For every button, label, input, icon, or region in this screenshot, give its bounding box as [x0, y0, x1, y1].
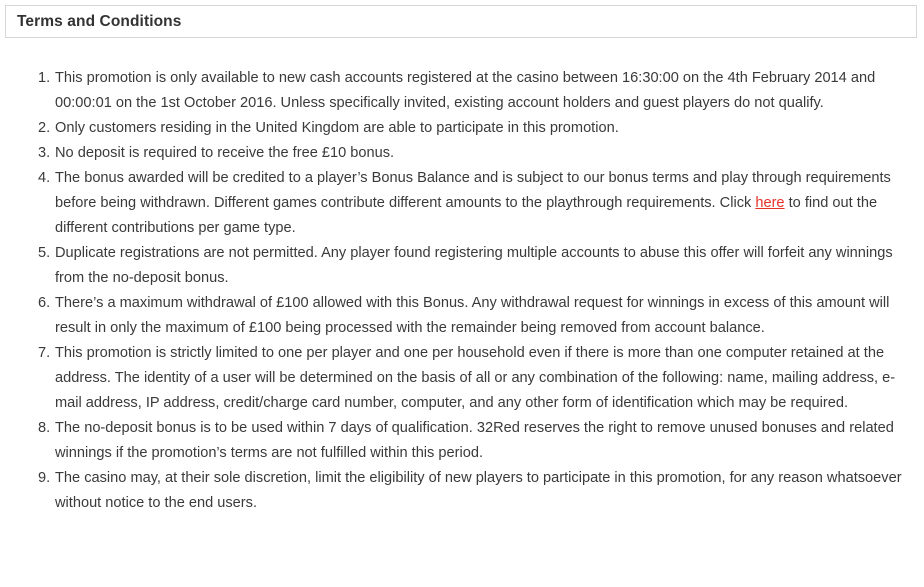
term-text: Duplicate registrations are not permitted. Any player found registering multiple accounts to abuse this offer will forfeit any winnings from the no-deposit bonus. [55, 245, 893, 286]
term-text: No deposit is required to receive the free £10 bonus. [55, 145, 395, 161]
term-item-8 [0, 416, 924, 466]
terms-list [0, 66, 924, 516]
term-text-before-link: The bonus awarded will be credited to a player’s Bonus Balance and is subject to our bonus terms and play through requirements before being withdrawn. Different games contribute different amounts to the playthrough requirements. Click [55, 170, 891, 211]
term-text: Only customers residing in the United Kingdom are able to participate in this promotion. [55, 120, 619, 136]
term-number: 5. [38, 245, 51, 261]
term-number: 8. [38, 420, 51, 436]
term-number: 4. [38, 170, 51, 186]
term-text: This promotion is strictly limited to one per player and one per household even if there is more than one computer retained at the address. The identity of a user will be determined on the basis of all or any combination of the following: name, mailing address, e-mail address, IP address, credit/charge card number, computer, and any other form of identification which may be required. [55, 345, 896, 411]
page-title: Terms and Conditions [17, 13, 182, 30]
term-item-3 [0, 141, 924, 166]
term-number: 3. [38, 145, 51, 161]
term-item-1 [0, 66, 924, 116]
term-number: 6. [38, 295, 51, 311]
contributions-link[interactable]: here [755, 195, 785, 211]
term-item-5 [0, 241, 924, 291]
term-text: This promotion is only available to new cash accounts registered at the casino between 16:30:00 on the 4th February 2014 and 00:00:01 on the 1st October 2016. Unless specifically invited, existing account holders and guest players do not qualify. [55, 70, 876, 111]
term-item-4 [0, 166, 924, 241]
term-item-6 [0, 291, 924, 341]
term-number: 9. [38, 470, 51, 486]
term-text: The no-deposit bonus is to be used within 7 days of qualification. 32Red reserves the right to remove unused bonuses and related winnings if the promotion’s terms are not fulfilled within this period. [55, 420, 894, 461]
term-item-9 [0, 466, 924, 516]
term-text-after-link: to find out the different contributions per game type. [55, 195, 878, 236]
term-number: 2. [38, 120, 51, 136]
term-item-7 [0, 341, 924, 416]
term-item-2 [0, 116, 924, 141]
term-text: The casino may, at their sole discretion, limit the eligibility of new players to participate in this promotion, for any reason whatsoever without notice to the end users. [55, 470, 902, 511]
terms-header-panel [5, 5, 917, 38]
term-number: 1. [38, 70, 51, 86]
term-text: There’s a maximum withdrawal of £100 allowed with this Bonus. Any withdrawal request for winnings in excess of this amount will result in only the maximum of £100 being processed with the remainder being removed from account balance. [55, 295, 890, 336]
term-number: 7. [38, 345, 51, 361]
